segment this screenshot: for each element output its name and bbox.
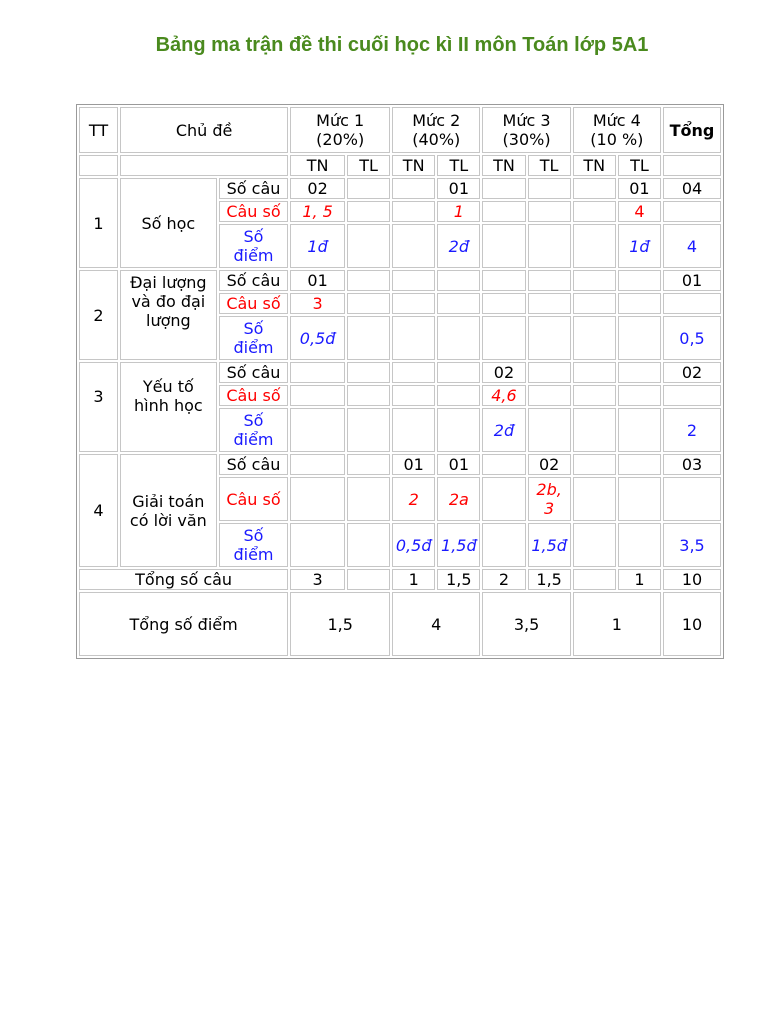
cell bbox=[290, 385, 345, 406]
cell bbox=[618, 316, 661, 360]
cell: 2b, 3 bbox=[528, 477, 571, 521]
cell: 1 bbox=[618, 569, 661, 590]
cell bbox=[347, 385, 390, 406]
cell bbox=[618, 293, 661, 314]
topic-name: Số học bbox=[120, 178, 217, 268]
cell-total: 0,5 bbox=[663, 316, 721, 360]
cell bbox=[573, 569, 616, 590]
cell: 1 bbox=[573, 592, 661, 656]
row-label-cau-so: Câu số bbox=[219, 477, 288, 521]
cell bbox=[618, 454, 661, 475]
header-tong: Tổng bbox=[663, 107, 721, 153]
header-chu-de: Chủ đề bbox=[120, 107, 288, 153]
cell-total bbox=[663, 385, 721, 406]
cell bbox=[482, 224, 525, 268]
cell-total: 03 bbox=[663, 454, 721, 475]
cell bbox=[437, 385, 480, 406]
cell: 02 bbox=[528, 454, 571, 475]
row-label-cau-so: Câu số bbox=[219, 201, 288, 222]
cell bbox=[573, 178, 616, 199]
cell bbox=[482, 454, 525, 475]
cell bbox=[482, 178, 525, 199]
row-label-so-cau: Số câu bbox=[219, 270, 288, 291]
cell bbox=[573, 454, 616, 475]
table-row bbox=[79, 362, 721, 383]
cell bbox=[482, 270, 525, 291]
row-label-so-diem: Số điểm bbox=[219, 224, 288, 268]
header-tt: TT bbox=[79, 107, 118, 153]
header-blank bbox=[79, 155, 118, 176]
cell bbox=[528, 385, 571, 406]
row-label-so-cau: Số câu bbox=[219, 454, 288, 475]
cell: 2đ bbox=[437, 224, 480, 268]
cell bbox=[437, 270, 480, 291]
cell bbox=[618, 362, 661, 383]
cell bbox=[482, 523, 525, 567]
cell-total: 02 bbox=[663, 362, 721, 383]
topic-name: Giải toán có lời văn bbox=[120, 454, 217, 567]
cell bbox=[392, 293, 435, 314]
cell bbox=[290, 523, 345, 567]
header-level-1: Mức 1 (20%) bbox=[290, 107, 390, 153]
cell: 0,5đ bbox=[290, 316, 345, 360]
page-title: Bảng ma trận đề thi cuối học kì II môn Toán lớp 5A1 bbox=[155, 34, 649, 56]
header-sub: TN bbox=[392, 155, 435, 176]
cell: 1 bbox=[392, 569, 435, 590]
cell bbox=[528, 270, 571, 291]
cell bbox=[347, 362, 390, 383]
cell bbox=[482, 477, 525, 521]
cell: 1,5đ bbox=[437, 523, 480, 567]
row-label-so-diem: Số điểm bbox=[219, 523, 288, 567]
header-sub: TL bbox=[528, 155, 571, 176]
cell: 1 bbox=[437, 201, 480, 222]
row-label-cau-so: Câu số bbox=[219, 385, 288, 406]
cell bbox=[392, 408, 435, 452]
header-sub: TL bbox=[347, 155, 390, 176]
cell: 1,5 bbox=[528, 569, 571, 590]
cell bbox=[528, 362, 571, 383]
header-level-3: Mức 3 (30%) bbox=[482, 107, 570, 153]
topic-number: 3 bbox=[79, 362, 118, 452]
cell bbox=[392, 362, 435, 383]
table-row bbox=[79, 178, 721, 199]
cell-total: 4 bbox=[663, 224, 721, 268]
cell: 1, 5 bbox=[290, 201, 345, 222]
cell bbox=[528, 293, 571, 314]
row-label-so-diem: Số điểm bbox=[219, 408, 288, 452]
cell bbox=[528, 408, 571, 452]
header-row-levels bbox=[79, 107, 721, 153]
cell bbox=[618, 477, 661, 521]
cell bbox=[347, 178, 390, 199]
cell bbox=[290, 408, 345, 452]
cell: 2a bbox=[437, 477, 480, 521]
cell bbox=[392, 201, 435, 222]
cell bbox=[347, 270, 390, 291]
cell bbox=[528, 178, 571, 199]
cell: 01 bbox=[437, 178, 480, 199]
header-row-tn-tl bbox=[79, 155, 721, 176]
cell bbox=[573, 201, 616, 222]
cell bbox=[347, 477, 390, 521]
matrix-table-wrapper bbox=[76, 104, 724, 659]
cell bbox=[392, 224, 435, 268]
cell bbox=[347, 224, 390, 268]
total-questions-label: Tổng số câu bbox=[79, 569, 288, 590]
cell bbox=[347, 408, 390, 452]
cell: 1,5đ bbox=[528, 523, 571, 567]
cell bbox=[347, 293, 390, 314]
cell: 3 bbox=[290, 293, 345, 314]
topic-number: 2 bbox=[79, 270, 118, 360]
cell-total: 01 bbox=[663, 270, 721, 291]
topic-name: Đại lượng và đo đại lượng bbox=[120, 270, 217, 360]
cell: 01 bbox=[618, 178, 661, 199]
cell bbox=[618, 408, 661, 452]
cell bbox=[528, 316, 571, 360]
cell: 4,6 bbox=[482, 385, 525, 406]
cell: 01 bbox=[437, 454, 480, 475]
cell-total bbox=[663, 477, 721, 521]
matrix-table bbox=[76, 104, 724, 659]
cell bbox=[573, 362, 616, 383]
cell bbox=[437, 408, 480, 452]
total-points-label: Tổng số điểm bbox=[79, 592, 288, 656]
row-label-cau-so: Câu số bbox=[219, 293, 288, 314]
cell bbox=[618, 385, 661, 406]
header-level-4: Mức 4 (10 %) bbox=[573, 107, 661, 153]
cell-total: 10 bbox=[663, 592, 721, 656]
cell: 1,5 bbox=[437, 569, 480, 590]
cell bbox=[573, 316, 616, 360]
cell bbox=[573, 385, 616, 406]
cell bbox=[347, 569, 390, 590]
header-blank bbox=[663, 155, 721, 176]
cell bbox=[528, 224, 571, 268]
cell: 0,5đ bbox=[392, 523, 435, 567]
cell: 02 bbox=[290, 178, 345, 199]
cell bbox=[573, 523, 616, 567]
cell bbox=[618, 523, 661, 567]
cell-total: 10 bbox=[663, 569, 721, 590]
cell bbox=[437, 362, 480, 383]
cell: 02 bbox=[482, 362, 525, 383]
cell bbox=[392, 178, 435, 199]
cell: 4 bbox=[618, 201, 661, 222]
cell bbox=[347, 454, 390, 475]
header-blank bbox=[120, 155, 288, 176]
cell bbox=[437, 316, 480, 360]
total-points-row bbox=[79, 592, 721, 656]
table-row bbox=[79, 454, 721, 475]
cell bbox=[392, 270, 435, 291]
row-label-so-cau: Số câu bbox=[219, 362, 288, 383]
cell bbox=[573, 477, 616, 521]
cell-total: 2 bbox=[663, 408, 721, 452]
cell bbox=[290, 362, 345, 383]
header-sub: TN bbox=[482, 155, 525, 176]
cell: 1đ bbox=[618, 224, 661, 268]
cell bbox=[482, 201, 525, 222]
cell: 3 bbox=[290, 569, 345, 590]
cell-total: 3,5 bbox=[663, 523, 721, 567]
cell-total bbox=[663, 293, 721, 314]
header-sub: TN bbox=[290, 155, 345, 176]
cell bbox=[347, 201, 390, 222]
topic-name: Yếu tố hình học bbox=[120, 362, 217, 452]
cell bbox=[573, 293, 616, 314]
cell: 01 bbox=[290, 270, 345, 291]
cell bbox=[290, 477, 345, 521]
cell: 2 bbox=[392, 477, 435, 521]
cell bbox=[392, 385, 435, 406]
header-sub: TN bbox=[573, 155, 616, 176]
header-sub: TL bbox=[618, 155, 661, 176]
cell bbox=[573, 224, 616, 268]
cell bbox=[347, 523, 390, 567]
cell bbox=[618, 270, 661, 291]
cell bbox=[347, 316, 390, 360]
header-sub: TL bbox=[437, 155, 480, 176]
cell-total: 04 bbox=[663, 178, 721, 199]
row-label-so-cau: Số câu bbox=[219, 178, 288, 199]
cell bbox=[290, 454, 345, 475]
cell: 1,5 bbox=[290, 592, 390, 656]
topic-number: 4 bbox=[79, 454, 118, 567]
cell-total bbox=[663, 201, 721, 222]
total-questions-row bbox=[79, 569, 721, 590]
cell bbox=[482, 293, 525, 314]
cell: 01 bbox=[392, 454, 435, 475]
cell: 2đ bbox=[482, 408, 525, 452]
cell bbox=[573, 270, 616, 291]
table-row bbox=[79, 270, 721, 291]
topic-number: 1 bbox=[79, 178, 118, 268]
cell bbox=[392, 316, 435, 360]
row-label-so-diem: Số điểm bbox=[219, 316, 288, 360]
cell: 4 bbox=[392, 592, 480, 656]
cell bbox=[573, 408, 616, 452]
cell bbox=[437, 293, 480, 314]
cell bbox=[482, 316, 525, 360]
cell bbox=[528, 201, 571, 222]
cell: 3,5 bbox=[482, 592, 570, 656]
cell: 2 bbox=[482, 569, 525, 590]
cell: 1đ bbox=[290, 224, 345, 268]
header-level-2: Mức 2 (40%) bbox=[392, 107, 480, 153]
